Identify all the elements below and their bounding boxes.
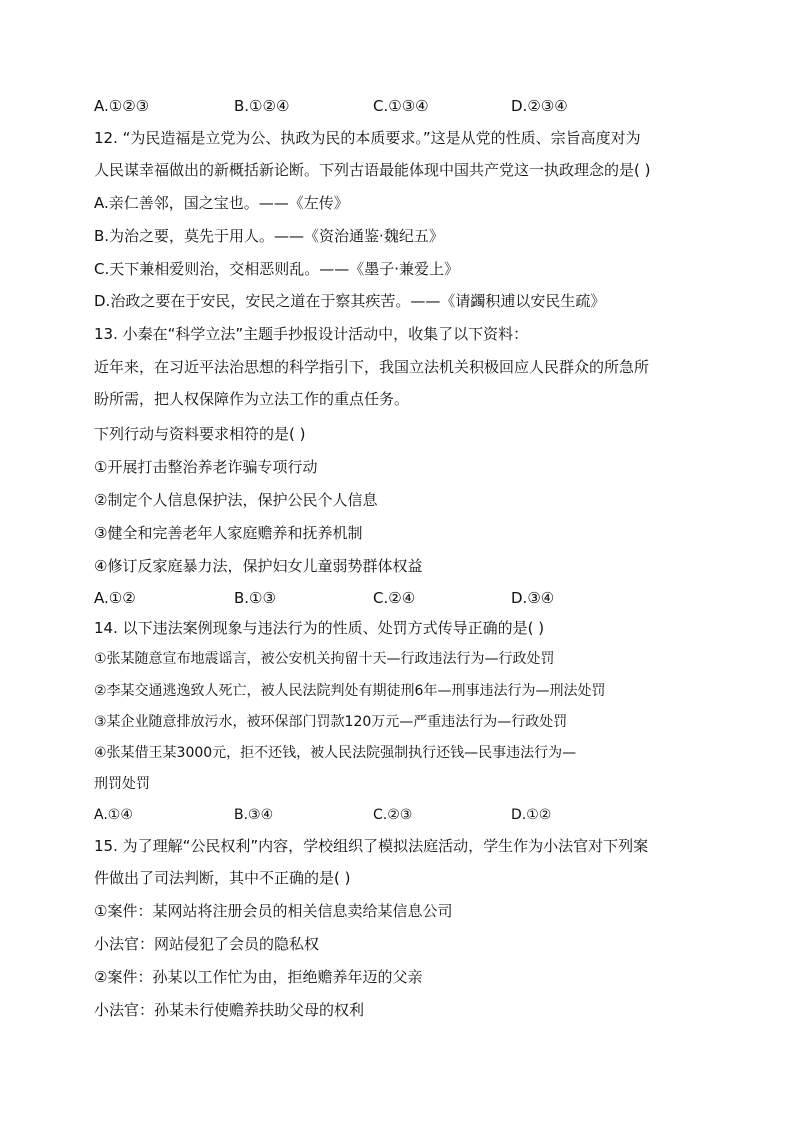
q15-stem-line1: 15. 为了理解“公民权利”内容，学校组织了模拟法庭活动，学生作为小法官对下列案 bbox=[94, 837, 649, 855]
q12-option-a: A.亲仁善邻，国之宝也。——《左传》 bbox=[94, 194, 349, 212]
q14-item-4-cont: 刑罚处罚 bbox=[94, 776, 150, 792]
q13-item-2: ②制定个人信息保护法，保护公民个人信息 bbox=[94, 491, 378, 509]
q13-option-c: C.②④ bbox=[373, 589, 416, 607]
q15-judge-2: 小法官：孙某未行使赡养扶助父母的权利 bbox=[94, 1001, 365, 1019]
q15-judge-1: 小法官：网站侵犯了会员的隐私权 bbox=[94, 935, 320, 953]
q13-option-a: A.①② bbox=[94, 589, 136, 607]
q11-option-d: D.②③④ bbox=[511, 97, 568, 115]
q15-case-2: ②案件：孙某以工作忙为由，拒绝赡养年迈的父亲 bbox=[94, 968, 423, 986]
q12-option-c: C.天下兼相爱则治，交相恶则乱。——《墨子·兼爱上》 bbox=[94, 260, 460, 278]
q14-item-2: ②李某交通逃逸致人死亡，被人民法院判处有期徒刑6年—刑事违法行为—刑法处罚 bbox=[94, 683, 606, 699]
q14-option-d: D.①② bbox=[511, 807, 552, 823]
q14-stem: 14. 以下违法案例现象与违法行为的性质、处罚方式传导正确的是( ) bbox=[94, 619, 545, 637]
q13-material-line1: 近年来，在习近平法治思想的科学指引下，我国立法机关积极回应人民群众的所急所 bbox=[94, 358, 650, 376]
q13-option-d: D.③④ bbox=[511, 589, 555, 607]
q14-item-4: ④张某借王某3000元，拒不还钱，被人民法院强制执行还钱—民事违法行为— bbox=[94, 745, 577, 761]
q13-material-line2: 盼所需，把人权保障作为立法工作的重点任务。 bbox=[94, 390, 410, 408]
q11-option-c: C.①③④ bbox=[373, 97, 429, 115]
q12-stem-line1: 12. “为民造福是立党为公、执政为民的本质要求。”这是从党的性质、宗旨高度对为 bbox=[94, 129, 641, 147]
q15-stem-line2: 件做出了司法判断，其中不正确的是( ) bbox=[94, 869, 351, 887]
q13-item-3: ③健全和完善老年人家庭赡养和抚养机制 bbox=[94, 524, 363, 542]
q11-option-b: B.①②④ bbox=[234, 97, 290, 115]
q13-item-4: ④修订反家庭暴力法，保护妇女儿童弱势群体权益 bbox=[94, 557, 423, 575]
q12-option-d: D.治政之要在于安民，安民之道在于察其疾苦。——《请蠲积逋以安民生疏》 bbox=[94, 292, 606, 310]
q14-option-a: A.①④ bbox=[94, 807, 133, 823]
q14-option-b: B.③④ bbox=[234, 807, 274, 823]
q14-item-1: ①张某随意宣布地震谣言，被公安机关拘留十天—行政违法行为—行政处罚 bbox=[94, 651, 555, 667]
q14-options bbox=[94, 805, 694, 825]
q13-item-1: ①开展打击整治养老诈骗专项行动 bbox=[94, 458, 318, 476]
q14-option-c: C.②③ bbox=[373, 807, 413, 823]
q15-case-1: ①案件：某网站将注册会员的相关信息卖给某信息公司 bbox=[94, 902, 453, 920]
q11-options bbox=[94, 96, 694, 116]
q14-item-3: ③某企业随意排放污水，被环保部门罚款120万元—严重违法行为—行政处罚 bbox=[94, 714, 568, 730]
q12-option-b: B.为治之要，莫先于用人。——《资治通鉴·魏纪五》 bbox=[94, 227, 444, 245]
q13-question: 下列行动与资料要求相符的是( ) bbox=[94, 425, 306, 443]
q13-option-b: B.①③ bbox=[234, 589, 276, 607]
q12-stem-line2: 人民谋幸福做出的新概括新论断。下列古语最能体现中国共产党这一执政理念的是( ) bbox=[94, 161, 651, 179]
q11-option-a: A.①②③ bbox=[94, 97, 150, 115]
q13-options bbox=[94, 588, 694, 608]
q13-stem: 13. 小秦在“科学立法”主题手抄报设计活动中，收集了以下资料： bbox=[94, 325, 529, 343]
